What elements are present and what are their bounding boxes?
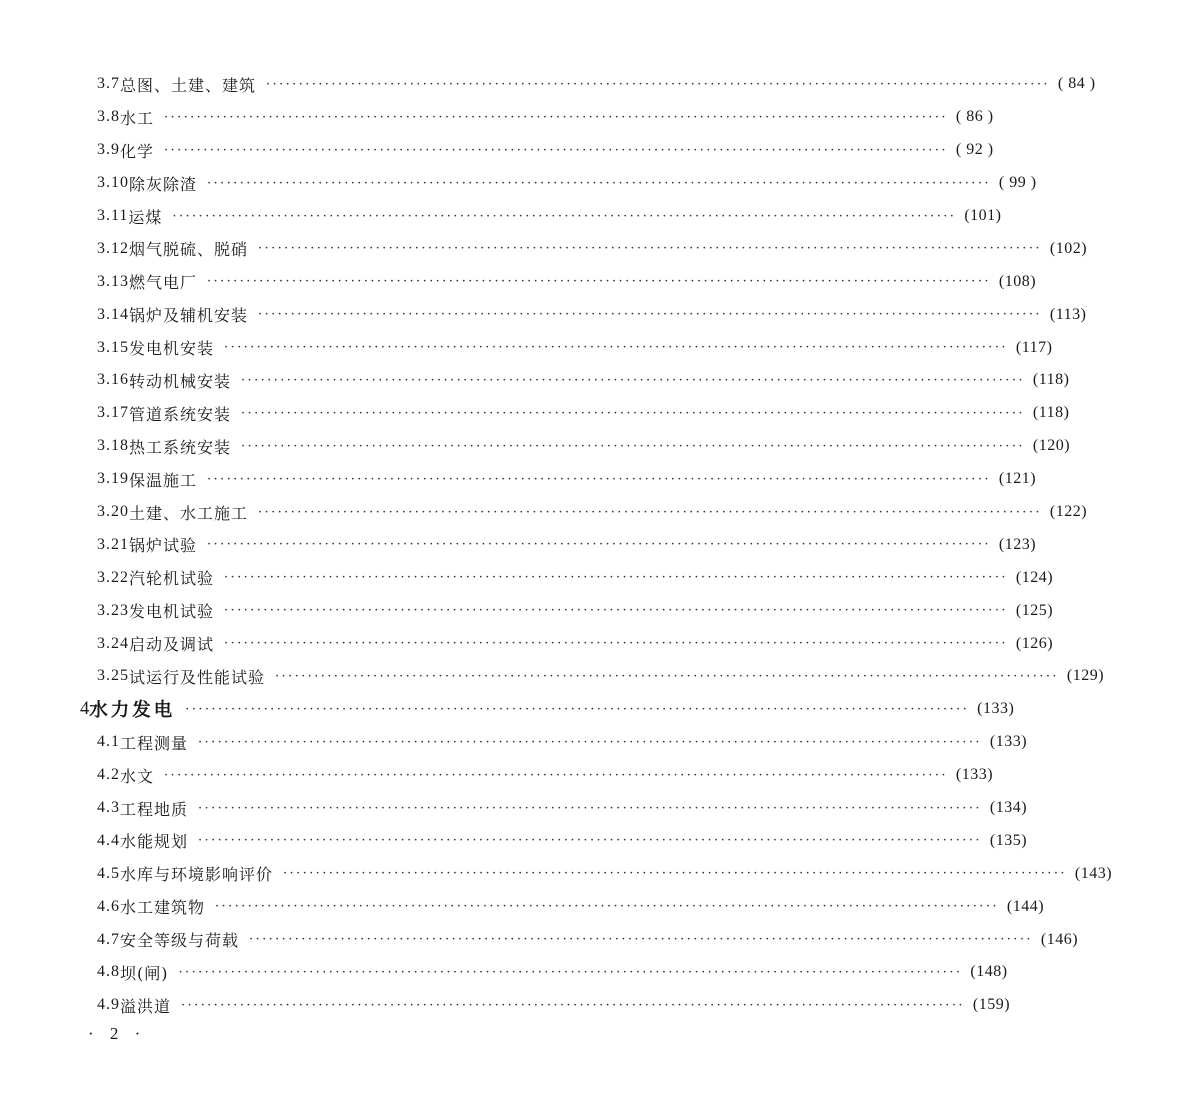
dot-leader: ························································································································ (258, 307, 1042, 323)
dot-leader: ························································································································ (224, 570, 1008, 586)
entry-title: 水工 (120, 108, 155, 128)
entry-number: 3.14 (97, 305, 129, 323)
entry-title: 水工建筑物 (120, 898, 206, 918)
toc-section-entry (0, 956, 1008, 989)
entry-page-number: (108) (998, 272, 1037, 290)
dot-leader: ························································································································ (258, 241, 1042, 257)
toc-section-entry (0, 528, 1037, 561)
entry-page-number: (113) (1049, 305, 1087, 323)
toc-section-entry (0, 561, 1054, 594)
entry-number: 3.17 (97, 404, 129, 422)
entry-title: 总图、土建、建筑 (120, 75, 257, 95)
entry-number: 4 (80, 698, 90, 719)
dot-leader: ························································································································ (185, 701, 970, 717)
entry-title: 保温施工 (129, 470, 198, 490)
entry-page-number: (133) (955, 766, 994, 784)
toc-section-entry (0, 989, 1011, 1022)
toc-section-entry (0, 594, 1054, 627)
dot-leader: ························································································································ (207, 274, 991, 290)
dot-leader: ························································································································ (164, 109, 948, 125)
entry-page-number: (133) (989, 733, 1028, 751)
entry-title: 安全等级与荷载 (120, 931, 240, 951)
entry-number: 3.18 (97, 437, 129, 455)
entry-number: 4.8 (97, 963, 120, 981)
toc-section-entry (0, 232, 1088, 265)
dot-leader: ························································································································ (283, 866, 1067, 882)
dot-leader: ························································································································ (241, 405, 1025, 421)
dot-leader: ························································································································ (207, 175, 991, 191)
dot-leader: ························································································································ (224, 636, 1008, 652)
entry-title: 试运行及性能试验 (129, 667, 266, 687)
entry-title: 溢洪道 (120, 996, 172, 1016)
entry-page-number: (122) (1049, 503, 1088, 521)
entry-title: 工程地质 (120, 799, 189, 819)
dot-leader: ························································································································ (198, 734, 982, 750)
dot-leader: ························································································································ (178, 964, 963, 980)
entry-page-number: (124) (1015, 568, 1054, 586)
toc-section-entry (0, 496, 1088, 529)
entry-title: 水文 (120, 766, 155, 786)
dot-leader: ························································································································ (224, 340, 1008, 356)
entry-page-number: (133) (977, 700, 1015, 718)
entry-page-number: (144) (1006, 897, 1045, 915)
entry-title: 管道系统安装 (129, 404, 232, 424)
entry-number: 4.5 (97, 864, 120, 882)
entry-title: 除灰除渣 (129, 174, 198, 194)
toc-section-entry (0, 298, 1087, 331)
entry-number: 4.2 (97, 766, 120, 784)
entry-title: 化学 (120, 141, 155, 161)
entry-page-number: (102) (1049, 239, 1088, 257)
entry-number: 3.10 (97, 174, 129, 192)
toc-section-entry (0, 660, 1105, 693)
entry-page-number: (117) (1015, 338, 1053, 356)
entry-page-number: (134) (989, 799, 1028, 817)
toc-section-entry (0, 68, 1096, 101)
entry-number: 3.9 (97, 141, 120, 159)
entry-page-number: (129) (1066, 667, 1105, 685)
entry-title: 土建、水工施工 (129, 503, 249, 523)
toc-section-entry (0, 331, 1053, 364)
entry-page-number: (118) (1032, 371, 1070, 389)
entry-page-number: (123) (998, 535, 1037, 553)
toc-section-entry (0, 397, 1070, 430)
entry-page-number: (118) (1032, 404, 1070, 422)
entry-number: 3.16 (97, 371, 129, 389)
entry-number: 3.24 (97, 634, 129, 652)
toc-section-entry (0, 857, 1113, 890)
entry-number: 3.22 (97, 568, 129, 586)
entry-number: 3.8 (97, 108, 120, 126)
entry-page-number: (143) (1074, 864, 1113, 882)
toc-section-entry (0, 167, 1037, 200)
entry-number: 4.3 (97, 799, 120, 817)
toc-section-entry (0, 824, 1028, 857)
entry-title: 坝(闸) (120, 963, 169, 983)
toc-section-entry (0, 101, 994, 134)
entry-page-number: (135) (989, 831, 1028, 849)
entry-page-number: (125) (1015, 601, 1054, 619)
entry-number: 3.19 (97, 470, 129, 488)
entry-title: 锅炉试验 (129, 536, 198, 556)
dot-leader: ························································································································ (249, 932, 1033, 948)
entry-page-number: ( 99 ) (998, 174, 1037, 192)
entry-page-number: ( 84 ) (1057, 75, 1096, 93)
dot-leader: ························································································································ (224, 603, 1008, 619)
entry-page-number: (101) (964, 207, 1002, 224)
entry-number: 4.7 (97, 930, 120, 948)
toc-section-entry (0, 200, 1002, 233)
dot-leader: ························································································································ (198, 833, 982, 849)
page-number: · 2 · (88, 1024, 147, 1043)
table-of-contents (0, 68, 1113, 1022)
toc-section-entry (0, 923, 1079, 956)
entry-number: 3.25 (97, 667, 129, 685)
entry-title: 燃气电厂 (129, 273, 198, 293)
entry-page-number: (159) (972, 996, 1011, 1014)
entry-page-number: (120) (1032, 437, 1071, 455)
toc-section-entry (0, 726, 1028, 759)
dot-leader: ························································································································ (215, 899, 999, 915)
entry-title: 启动及调试 (129, 635, 215, 655)
toc-section-entry (0, 463, 1037, 496)
toc-section-entry (0, 265, 1037, 298)
entry-title: 发电机试验 (129, 602, 215, 622)
entry-number: 3.20 (97, 503, 129, 521)
entry-number: 4.6 (97, 897, 120, 915)
entry-title: 工程测量 (120, 733, 189, 753)
toc-chapter-entry (0, 693, 1015, 726)
entry-title: 烟气脱硫、脱硝 (129, 240, 249, 260)
entry-title: 水力发电 (89, 700, 176, 722)
entry-title: 水库与环境影响评价 (120, 865, 274, 885)
dot-leader: ························································································································ (164, 767, 948, 783)
entry-page-number: ( 86 ) (955, 108, 994, 126)
entry-page-number: (121) (998, 470, 1037, 488)
entry-number: 3.7 (97, 75, 120, 93)
toc-section-entry (0, 134, 994, 167)
dot-leader: ························································································································ (172, 208, 957, 224)
entry-number: 4.1 (97, 733, 120, 751)
toc-section-entry (0, 364, 1070, 397)
toc-section-entry (0, 627, 1054, 660)
entry-title: 水能规划 (120, 832, 189, 852)
dot-leader: ························································································································ (275, 668, 1059, 684)
entry-number: 3.11 (97, 207, 129, 224)
dot-leader: ························································································································ (241, 438, 1025, 454)
entry-number: 3.21 (97, 535, 129, 553)
entry-number: 4.9 (97, 996, 120, 1014)
toc-section-entry (0, 759, 994, 792)
dot-leader: ························································································································ (207, 537, 991, 553)
entry-title: 运煤 (128, 207, 163, 227)
entry-page-number: (148) (970, 963, 1008, 981)
dot-leader: ························································································································ (207, 471, 991, 487)
entry-title: 热工系统安装 (129, 437, 232, 457)
dot-leader: ························································································································ (266, 76, 1050, 92)
entry-page-number: (146) (1040, 930, 1079, 948)
entry-title: 转动机械安装 (129, 371, 232, 391)
toc-section-entry (0, 430, 1071, 463)
dot-leader: ························································································································ (241, 372, 1025, 388)
entry-title: 锅炉及辅机安装 (129, 306, 249, 326)
dot-leader: ························································································································ (198, 800, 982, 816)
entry-title: 汽轮机试验 (129, 569, 215, 589)
dot-leader: ························································································································ (164, 142, 948, 158)
entry-page-number: ( 92 ) (955, 141, 994, 159)
entry-number: 3.13 (97, 272, 129, 290)
entry-number: 3.12 (97, 239, 129, 257)
toc-section-entry (0, 890, 1045, 923)
dot-leader: ························································································································ (258, 504, 1042, 520)
entry-page-number: (126) (1015, 634, 1054, 652)
toc-section-entry (0, 792, 1028, 825)
entry-title: 发电机安装 (129, 339, 215, 359)
entry-number: 3.23 (97, 601, 129, 619)
entry-number: 4.4 (97, 831, 120, 849)
dot-leader: ························································································································ (181, 997, 965, 1013)
entry-number: 3.15 (97, 338, 129, 356)
